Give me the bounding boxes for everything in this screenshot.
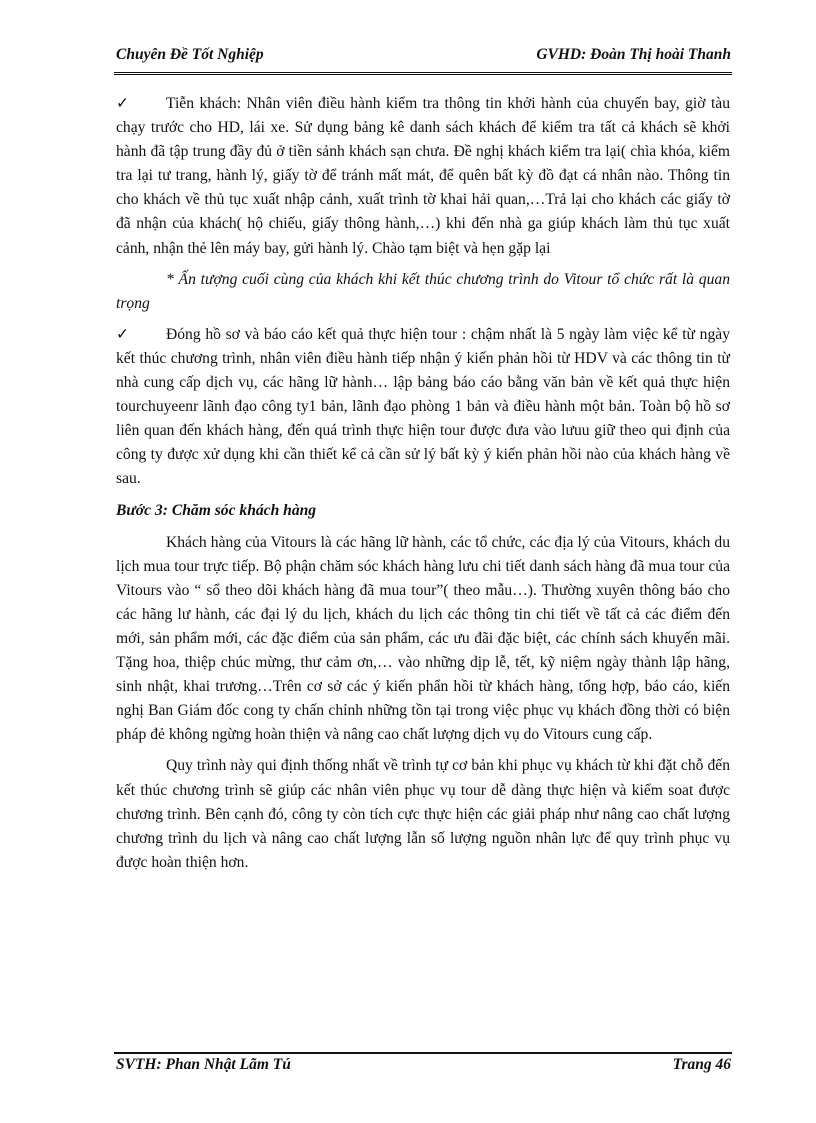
paragraph-customer-care: Khách hàng của Vitours là các hãng lữ hành, các tổ chức, các địa lý của Vitours, khách du lịch mua tour trực tiếp. Bộ phận chăm sóc khách hàng lưu chi tiết danh sách hàng đã mua tour của Vitours vào “ sổ theo dõi khách hàng đã mua tour”( theo mẫu…). Thường xuyên thông báo cho các hãng lư hành, các đại lý du lịch, khách du lịch các thông tin chi tiết về tất cả các điểm đến mới, sản phẩm mới, các đặc điểm của sản phẩm, các ưu đãi đặc biệt, các chính sách khuyến mãi. Tặng hoa, thiệp chúc mừng, thư cảm ơn,… vào những dịp lễ, tết, kỹ niệm ngày thành lập hãng, sinh nhật, khai trương…Trên cơ sở các ý kiến phẩn hồi từ khách hàng, tổng hợp, báo cáo, kiến nghị Ban Giám đốc cong ty chấn chỉnh những tồn tại trong việc phục vụ khách đồng thời có biện pháp đẻ không ngừng hoàn thiện và nâng cao chất lượng dịch vụ do Vitours cung cấp.	[116, 533, 730, 744]
section-heading: Bước 3: Chăm sóc khách hàng	[116, 501, 317, 519]
paragraph-close-file: ✓ Đóng hồ sơ và báo cáo kết quả thực hiện tour : chậm nhất là 5 ngày làm việc kể từ ngày kết thúc chương trình, nhân viên điều hành tiếp nhận ý kiến phản hồi từ HDV và các thông tin từ nhà cung cấp dịch vụ, các hãng lữ hành… lập bảng báo cáo bằng văn bản về kết quả thực hiện tourchuyeenr lãnh đạo công ty1 bản, lãnh đạo phòng 1 bản và điều hành một bản. Toàn bộ hồ sơ liên quan đến khách hàng, đến quá trình thực hiện tour được đưa vào lưuu giữ theo qui định của công ty được xử dụng khi cần thiết kể cả cần sử lý bất kỳ ý kiến phản hồi nào của khách hàng về sau.	[116, 323, 730, 492]
header-supervisor: GVHD: Đoàn Thị hoài Thanh	[536, 46, 731, 63]
page-number: Trang 46	[672, 1056, 731, 1073]
paragraph-see-off: ✓ Tiễn khách: Nhân viên điều hành kiểm tra thông tin khởi hành của chuyến bay, giờ tàu chạy trước cho HD, lái xe. Sử dụng bảng kê danh sách khách để kiểm tra tất cả khách sẽ khởi hành đã tập trung đầy đủ ở tiền sảnh khách sạn chưa. Đề nghị khách kiểm tra lại( chìa khóa, kiểm tra lại tư trang, hành lý, giấy tờ để tránh mất mát, để quên bất kỳ đồ đạt cá nhân nào. Thông tin cho khách về thủ tục xuất nhập cảnh, xuất trình tờ khai hải quan,…Trả lại cho khách các giấy tờ đã nhận của khách( hộ chiếu, giấy thông hành,…) khi đến nhà ga giúp khách làm thủ tục xuất cảnh, nhận thẻ lên máy bay, gửi hành lý. Chào tạm biệt và hẹn gặp lại	[116, 92, 730, 261]
header-document-type: Chuyên Đề Tốt Nghiệp	[116, 46, 264, 63]
page-header	[116, 46, 731, 64]
page-body	[116, 92, 730, 882]
paragraph-impression-note: * Ấn tượng cuối cùng của khách khi kết thúc chương trình do Vitour tổ chức rất là quan trọng	[116, 270, 730, 312]
footer-student: SVTH: Phan Nhật Lãm Tú	[116, 1056, 291, 1073]
checkmark-icon: ✓	[116, 325, 130, 343]
paragraph-conclusion: Quy trình này qui định thống nhất về trình tự cơ bản khi phục vụ khách từ khi đặt chỗ đến kết thúc chương trình sẽ giúp các nhân viên phục vụ tour dễ dàng thực hiện và kiểm soat được chương trình. Bên cạnh đó, công ty còn tích cực thực hiện các giải pháp như nâng cao chất lượng chương trình du lịch và nâng cao chất lượng lẫn số lượng nguồn nhân lực để quy trình phục vụ được hoàn thiện hơn.	[116, 757, 730, 871]
checkmark-icon: ✓	[116, 95, 130, 112]
page-footer	[116, 1056, 731, 1074]
footer-rule	[114, 1052, 732, 1054]
header-rule	[114, 72, 732, 75]
